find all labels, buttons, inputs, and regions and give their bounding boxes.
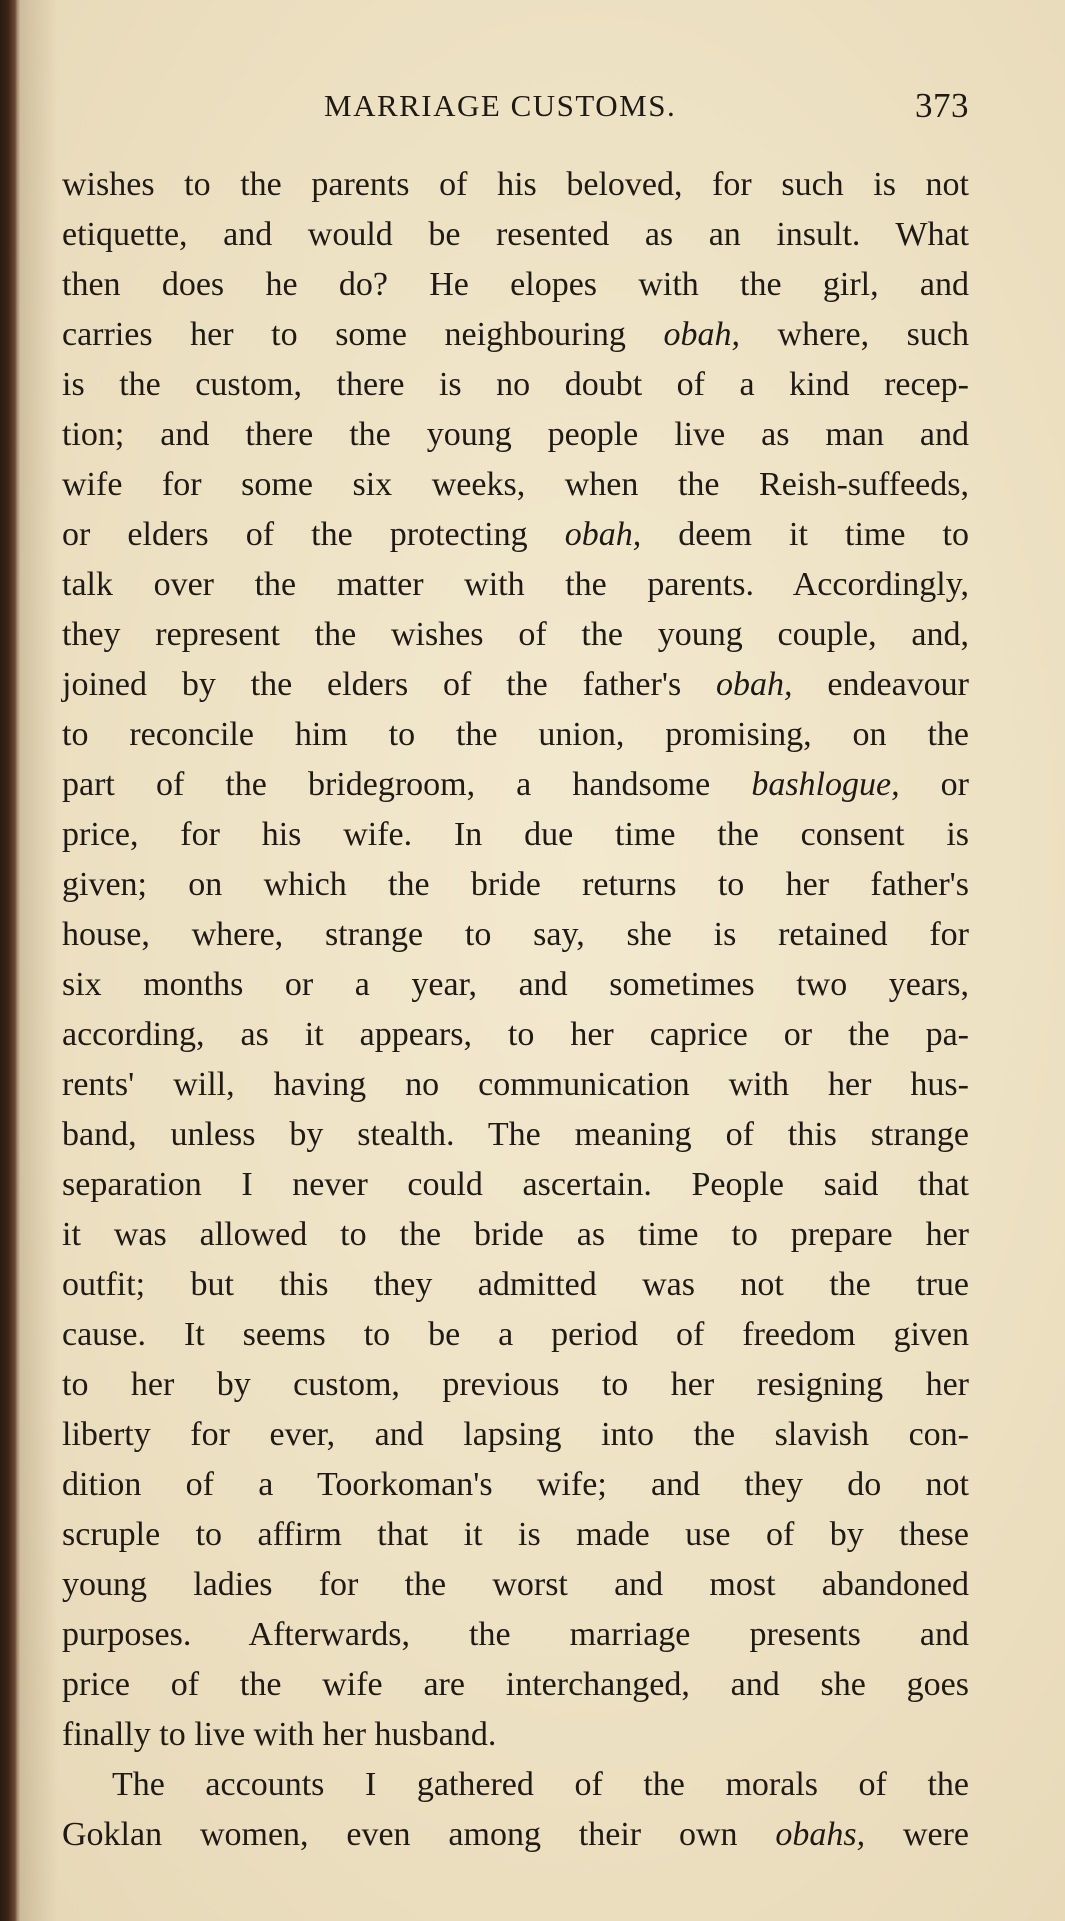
text-line: six months or a year, and sometimes two years,: [62, 966, 969, 1003]
text-line: tion; and there the young people live as man and: [62, 416, 969, 453]
text-line: given; on which the bride returns to her father's: [62, 866, 969, 903]
text-line: house, where, strange to say, she is retained for: [62, 916, 969, 953]
text-line: it was allowed to the bride as time to prepare her: [62, 1216, 969, 1253]
text-line: band, unless by stealth. The meaning of this strange: [62, 1116, 969, 1153]
text-segment: or: [899, 766, 970, 803]
text-line: to her by custom, previous to her resigning her: [62, 1366, 969, 1403]
text-line: [62, 1810, 969, 1860]
text-line: price, for his wife. In due time the consent is: [62, 816, 969, 853]
text-line: is the custom, there is no doubt of a kind recep-: [62, 366, 969, 403]
text-line: rents' will, having no communication with her hus-: [62, 1066, 969, 1103]
text-segment: carries her to some neighbouring: [62, 316, 664, 353]
italic-term: obah,: [716, 666, 793, 703]
text-line: young ladies for the worst and most abandoned: [62, 1566, 969, 1603]
text-line: talk over the matter with the parents. Accordingly,: [62, 566, 969, 603]
text-segment: deem it time to: [641, 516, 969, 553]
text-line: liberty for ever, and lapsing into the slavish con-: [62, 1416, 969, 1453]
text-line: etiquette, and would be resented as an insult. What: [62, 216, 969, 253]
text-line: then does he do? He elopes with the girl, and: [62, 266, 969, 303]
text-segment: were: [865, 1816, 969, 1853]
text-segment: where, such: [739, 316, 969, 353]
text-line: [62, 760, 969, 810]
text-line: according, as it appears, to her caprice or the pa-: [62, 1016, 969, 1053]
text-line: separation I never could ascertain. People said that: [62, 1166, 969, 1203]
binding-edge: [0, 0, 20, 1921]
text-line: wishes to the parents of his beloved, for such is not: [62, 166, 969, 203]
body-text: [62, 160, 969, 1860]
text-line-paragraph-start: The accounts I gathered of the morals of the: [112, 1766, 969, 1803]
text-line: to reconcile him to the union, promising, on the: [62, 716, 969, 753]
running-title: MARRIAGE CUSTOMS.: [324, 88, 677, 123]
text-line-paragraph-end: finally to live with her husband.: [62, 1716, 497, 1753]
text-line: cause. It seems to be a period of freedom given: [62, 1316, 969, 1353]
text-line: outfit; but this they admitted was not the true: [62, 1266, 969, 1303]
text-line: dition of a Toorkoman's wife; and they do not: [62, 1466, 969, 1503]
text-segment: part of the bridegroom, a handsome: [62, 766, 752, 803]
text-line: they represent the wishes of the young couple, and,: [62, 616, 969, 653]
text-line: price of the wife are interchanged, and she goes: [62, 1666, 969, 1703]
italic-term: bashlogue,: [751, 766, 900, 803]
page-number: 373: [915, 86, 969, 125]
text-segment: or elders of the protecting: [62, 516, 565, 553]
text-line: scruple to affirm that it is made use of by these: [62, 1516, 969, 1553]
text-segment: endeavour: [792, 666, 969, 703]
italic-term: obah,: [564, 516, 642, 553]
running-head: [62, 88, 969, 128]
text-line: wife for some six weeks, when the Reish-suffeeds,: [62, 466, 969, 503]
text-line: [62, 660, 969, 710]
italic-term: obahs,: [775, 1816, 866, 1853]
text-segment: joined by the elders of the father's: [62, 666, 717, 703]
text-line: [62, 510, 969, 560]
text-segment: Goklan women, even among their own: [62, 1816, 776, 1853]
gutter-shadow: [18, 0, 58, 1921]
italic-term: obah,: [663, 316, 740, 353]
text-line: purposes. Afterwards, the marriage presents and: [62, 1616, 969, 1653]
text-line: [62, 310, 969, 360]
